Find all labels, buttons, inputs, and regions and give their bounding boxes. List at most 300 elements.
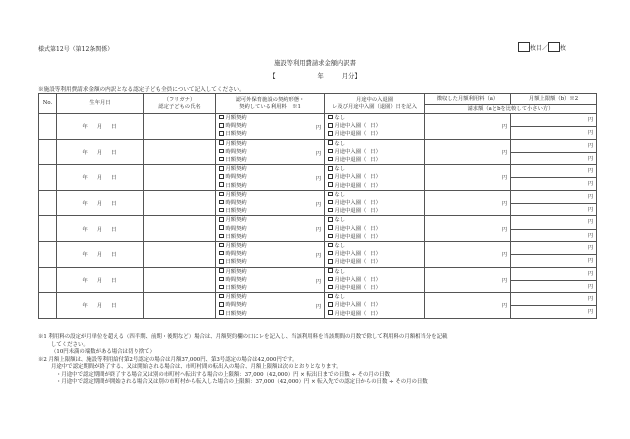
checkbox-icon[interactable] xyxy=(328,268,333,273)
footnotes xyxy=(38,334,598,387)
contract-option-label: 日額契約 xyxy=(225,310,247,317)
entry-none-option[interactable] xyxy=(325,165,424,173)
entry-mid-exit-label: 月途中退園（ xyxy=(334,208,367,215)
entry-day-close: 日） xyxy=(370,199,381,206)
entry-none-label: なし xyxy=(334,140,346,147)
child-name-cell[interactable] xyxy=(144,114,216,140)
amount-a-cell[interactable] xyxy=(425,165,511,191)
checkbox-icon[interactable] xyxy=(219,277,224,282)
table-row xyxy=(39,190,597,216)
checkbox-icon[interactable] xyxy=(328,174,333,179)
amount-a-cell[interactable] xyxy=(425,267,511,293)
amount-a-yen: 円 xyxy=(501,175,507,182)
amount-b-field[interactable] xyxy=(511,114,596,126)
dob-day-label: 日 xyxy=(111,201,118,208)
child-name-cell[interactable] xyxy=(144,241,216,267)
entry-mid-entry-label: 月途中入園（ xyxy=(334,302,367,309)
table-row xyxy=(39,293,597,319)
checkbox-icon[interactable] xyxy=(219,285,224,290)
entry-none-option[interactable] xyxy=(325,140,424,148)
entry-cell xyxy=(325,267,425,293)
amount-b-cell xyxy=(511,139,597,165)
amount-b-yen: 円 xyxy=(587,244,593,251)
entry-cell xyxy=(325,216,425,242)
checkbox-icon[interactable] xyxy=(328,251,333,256)
entry-cell xyxy=(325,293,425,319)
page-current-box[interactable] xyxy=(518,42,530,52)
contract-option-label: 日額契約 xyxy=(225,259,247,266)
contract-option-label: 日額契約 xyxy=(225,233,247,240)
row-no-cell[interactable] xyxy=(39,165,57,191)
contract-option[interactable] xyxy=(216,310,324,318)
contract-option[interactable] xyxy=(216,199,324,207)
entry-mid-entry-option[interactable] xyxy=(325,250,424,258)
entry-none-option[interactable] xyxy=(325,293,424,301)
contract-option-label: 月額契約 xyxy=(225,115,247,122)
footnote-2-line4: ・月途中で認定期間が開始される場合又は別の市町村から転入した場合の上限額：37,000（42,000）円 × 転入先での認定日からの日数 ÷ その月の日数 xyxy=(56,379,428,385)
contract-option-label: 日額契約 xyxy=(225,182,247,189)
dob-year-label: 年 xyxy=(82,201,89,208)
amount-b-field[interactable] xyxy=(511,191,596,203)
amount-b-field[interactable] xyxy=(511,293,596,305)
contract-option-label: 時間契約 xyxy=(225,199,247,206)
dob-month-label: 月 xyxy=(96,201,104,208)
table-row xyxy=(39,216,597,242)
amount-a-yen: 円 xyxy=(501,226,507,233)
contract-cell xyxy=(216,139,325,165)
dob-month-label: 月 xyxy=(96,226,104,233)
contract-option-label: 時間契約 xyxy=(225,174,247,181)
entry-mid-exit-label: 月途中退園（ xyxy=(334,131,367,138)
amount-b-field[interactable] xyxy=(511,242,596,254)
header-amount-a: 徴収した月額利用料（a） xyxy=(425,94,511,105)
entry-mid-entry-label: 月途中入園（ xyxy=(334,123,367,130)
checkbox-icon[interactable] xyxy=(328,131,333,136)
checkbox-icon[interactable] xyxy=(219,268,224,273)
contract-option[interactable] xyxy=(216,182,324,190)
contract-option[interactable] xyxy=(216,130,324,138)
dob-day-label: 日 xyxy=(111,124,118,131)
amount-b-yen: 円 xyxy=(587,168,593,175)
entry-mid-exit-option[interactable] xyxy=(325,233,424,241)
checkbox-icon[interactable] xyxy=(219,251,224,256)
checkbox-icon[interactable] xyxy=(328,149,333,154)
checkbox-icon[interactable] xyxy=(328,310,333,315)
contract-fee-yen: 円 xyxy=(315,252,321,259)
amount-b-yen: 円 xyxy=(587,270,593,277)
amount-b-cell xyxy=(511,165,597,191)
footnote-1-line1: ※1 利用料の設定が月単位を超える（四半期、前期・後期など）場合は、月額契約欄の口にレを記入し、当該利用料を当該期間の月数で除して利用料の月額相当分を記載 xyxy=(38,334,448,340)
contract-fee-yen: 円 xyxy=(315,304,321,311)
amount-a-yen: 円 xyxy=(501,124,507,131)
checkbox-icon[interactable] xyxy=(219,208,224,213)
amount-a-cell[interactable] xyxy=(425,190,511,216)
contract-option-label: 日額契約 xyxy=(225,208,247,215)
dob-year-label: 年 xyxy=(82,252,89,259)
checkbox-icon[interactable] xyxy=(219,149,224,154)
child-name-cell[interactable] xyxy=(144,216,216,242)
entry-day-close: 日） xyxy=(370,276,381,283)
child-name-cell[interactable] xyxy=(144,165,216,191)
amount-b-yen: 円 xyxy=(587,142,593,149)
amount-b-yen: 円 xyxy=(587,219,593,226)
contract-fee-yen: 円 xyxy=(315,125,321,131)
checkbox-icon[interactable] xyxy=(328,243,333,248)
billing-period xyxy=(0,71,630,80)
header-amount-b: 月額上限額（b）※2 xyxy=(511,94,597,105)
contract-option[interactable] xyxy=(216,165,324,173)
header-name-label: 認定子どもの氏名 xyxy=(158,103,201,110)
claim-amount-yen: 円 xyxy=(587,130,593,137)
entry-mid-exit-label: 月途中退園（ xyxy=(334,156,367,163)
dob-month-label: 月 xyxy=(96,124,104,131)
row-no-cell[interactable] xyxy=(39,293,57,319)
entry-day-close: 日） xyxy=(370,284,381,291)
header-claim: 請求額（aとbを比較して小さい方） xyxy=(425,105,597,114)
checkbox-icon[interactable] xyxy=(328,294,333,299)
amount-a-cell[interactable] xyxy=(425,293,511,319)
claim-amount-yen: 円 xyxy=(587,283,593,290)
claim-amount-field[interactable] xyxy=(511,203,596,215)
dob-day-label: 日 xyxy=(111,149,118,156)
dob-year-label: 年 xyxy=(82,277,89,284)
contract-cell xyxy=(216,114,325,140)
period-year-label: 年 xyxy=(317,73,324,80)
entry-day-close: 日） xyxy=(370,251,381,258)
entry-day-close: 日） xyxy=(370,225,381,232)
checkbox-icon[interactable] xyxy=(219,166,224,171)
checkbox-icon[interactable] xyxy=(328,182,333,187)
checkbox-icon[interactable] xyxy=(219,131,224,136)
entry-day-close: 日） xyxy=(370,233,381,240)
entry-mid-entry-option[interactable] xyxy=(325,301,424,309)
page-total-label: 枚 xyxy=(560,44,567,52)
contract-option-label: 時間契約 xyxy=(225,251,247,258)
checkbox-icon[interactable] xyxy=(219,200,224,205)
checkbox-icon[interactable] xyxy=(219,182,224,187)
table-row xyxy=(39,139,597,165)
header-contract-line2: 契約している利用料 ※1 xyxy=(239,103,301,110)
checkbox-icon[interactable] xyxy=(328,225,333,230)
contract-option[interactable] xyxy=(216,173,324,181)
entry-none-label: なし xyxy=(334,294,346,301)
amount-b-cell xyxy=(511,216,597,242)
checkbox-icon[interactable] xyxy=(328,234,333,239)
table-row xyxy=(39,114,597,140)
checkbox-icon[interactable] xyxy=(328,166,333,171)
checkbox-icon[interactable] xyxy=(328,302,333,307)
checkbox-icon[interactable] xyxy=(219,140,224,145)
checkbox-icon[interactable] xyxy=(219,294,224,299)
entry-mid-entry-option[interactable] xyxy=(325,276,424,284)
claim-amount-yen: 円 xyxy=(587,207,593,214)
contract-cell xyxy=(216,190,325,216)
child-name-cell[interactable] xyxy=(144,190,216,216)
amount-a-cell[interactable] xyxy=(425,139,511,165)
checkbox-icon[interactable] xyxy=(328,157,333,162)
entry-mid-exit-option[interactable] xyxy=(325,130,424,138)
dob-cell[interactable] xyxy=(57,241,144,267)
claim-amount-field[interactable] xyxy=(511,126,596,138)
claim-amount-field[interactable] xyxy=(511,152,596,164)
amount-a-cell[interactable] xyxy=(425,216,511,242)
amount-b-yen: 円 xyxy=(587,296,593,303)
dob-year-label: 年 xyxy=(82,149,89,156)
amount-a-yen: 円 xyxy=(501,303,507,310)
contract-cell xyxy=(216,165,325,191)
child-name-cell[interactable] xyxy=(144,267,216,293)
child-name-cell[interactable] xyxy=(144,139,216,165)
entry-none-option[interactable] xyxy=(325,114,424,122)
entry-day-close: 日） xyxy=(370,156,381,163)
contract-option[interactable] xyxy=(216,216,324,224)
entry-mid-entry-label: 月途中入園（ xyxy=(334,276,367,283)
contract-option[interactable] xyxy=(216,258,324,266)
checkbox-icon[interactable] xyxy=(328,200,333,205)
entry-none-option[interactable] xyxy=(325,242,424,250)
checkbox-icon[interactable] xyxy=(219,123,224,128)
document-title: 施設等利用費請求金額内訳書 xyxy=(274,60,356,67)
entry-mid-entry-option[interactable] xyxy=(325,199,424,207)
amount-a-cell[interactable] xyxy=(425,114,511,140)
contract-option[interactable] xyxy=(216,293,324,301)
row-no-cell[interactable] xyxy=(39,139,57,165)
header-no: No. xyxy=(39,94,57,114)
entry-mid-exit-label: 月途中退園（ xyxy=(334,310,367,317)
claim-amount-field[interactable] xyxy=(511,305,596,317)
page-total-box[interactable] xyxy=(548,42,560,52)
page-counter xyxy=(518,42,566,52)
row-no-cell[interactable] xyxy=(39,241,57,267)
form-number: 様式第12号（第12条関係） xyxy=(38,46,114,53)
amount-b-yen: 円 xyxy=(587,117,593,123)
entry-mid-entry-option[interactable] xyxy=(325,122,424,130)
entry-none-label: なし xyxy=(334,217,346,224)
contract-option[interactable] xyxy=(216,156,324,164)
amount-b-field[interactable] xyxy=(511,216,596,228)
dob-cell[interactable] xyxy=(57,114,144,140)
dob-cell[interactable] xyxy=(57,190,144,216)
claim-amount-yen: 円 xyxy=(587,309,593,316)
checkbox-icon[interactable] xyxy=(219,234,224,239)
checkbox-icon[interactable] xyxy=(328,123,333,128)
contract-option[interactable] xyxy=(216,233,324,241)
contract-fee-yen: 円 xyxy=(315,150,321,157)
checkbox-icon[interactable] xyxy=(328,115,333,120)
entry-day-close: 日） xyxy=(370,131,381,138)
entry-none-label: なし xyxy=(334,191,346,198)
contract-option-label: 日額契約 xyxy=(225,284,247,291)
header-name xyxy=(144,94,216,114)
entry-none-label: なし xyxy=(334,115,346,122)
checkbox-icon[interactable] xyxy=(328,192,333,197)
row-no-cell[interactable] xyxy=(39,267,57,293)
claim-amount-yen: 円 xyxy=(587,258,593,265)
checkbox-icon[interactable] xyxy=(328,285,333,290)
entry-cell xyxy=(325,114,425,140)
contract-option[interactable] xyxy=(216,301,324,309)
entry-cell xyxy=(325,165,425,191)
entry-mid-entry-option[interactable] xyxy=(325,225,424,233)
checkbox-icon[interactable] xyxy=(328,277,333,282)
breakdown-table xyxy=(38,93,597,319)
contract-option[interactable] xyxy=(216,250,324,258)
header-name-kana: （フリガナ） xyxy=(163,96,196,103)
claim-amount-yen: 円 xyxy=(587,155,593,162)
table-row xyxy=(39,267,597,293)
entry-cell xyxy=(325,139,425,165)
checkbox-icon[interactable] xyxy=(328,217,333,222)
claim-amount-field[interactable] xyxy=(511,280,596,292)
contract-option-label: 月額契約 xyxy=(225,166,247,173)
dob-cell[interactable] xyxy=(57,139,144,165)
period-month-label: 月分】 xyxy=(341,73,361,80)
entry-mid-entry-label: 月途中入園（ xyxy=(334,251,367,258)
entry-mid-exit-option[interactable] xyxy=(325,156,424,164)
amount-b-cell xyxy=(511,190,597,216)
claim-amount-field[interactable] xyxy=(511,229,596,241)
dob-year-label: 年 xyxy=(82,124,89,131)
checkbox-icon[interactable] xyxy=(219,115,224,120)
entry-mid-entry-option[interactable] xyxy=(325,148,424,156)
entry-mid-entry-label: 月途中入園（ xyxy=(334,199,367,206)
contract-option[interactable] xyxy=(216,207,324,215)
amount-a-yen: 円 xyxy=(501,201,507,208)
entry-day-close: 日） xyxy=(370,208,381,215)
contract-option-label: 月額契約 xyxy=(225,242,247,249)
entry-mid-entry-label: 月途中入園（ xyxy=(334,225,367,232)
header-contract-line1: 認可外保育施設の契約形態・ xyxy=(235,96,305,103)
amount-b-field[interactable] xyxy=(511,165,596,177)
entry-mid-exit-option[interactable] xyxy=(325,258,424,266)
contract-option-label: 時間契約 xyxy=(225,148,247,155)
checkbox-icon[interactable] xyxy=(219,192,224,197)
contract-option[interactable] xyxy=(216,268,324,276)
contract-option[interactable] xyxy=(216,225,324,233)
contract-option[interactable] xyxy=(216,191,324,199)
contract-option[interactable] xyxy=(216,140,324,148)
entry-none-option[interactable] xyxy=(325,268,424,276)
amount-b-cell xyxy=(511,267,597,293)
entry-mid-entry-option[interactable] xyxy=(325,173,424,181)
checkbox-icon[interactable] xyxy=(328,208,333,213)
entry-none-label: なし xyxy=(334,268,346,275)
checkbox-icon[interactable] xyxy=(219,157,224,162)
contract-option[interactable] xyxy=(216,114,324,122)
claim-amount-yen: 円 xyxy=(587,232,593,239)
dob-cell[interactable] xyxy=(57,293,144,319)
checkbox-icon[interactable] xyxy=(219,225,224,230)
header-entry-line1: 月途中の入退園 xyxy=(355,96,394,103)
row-no-cell[interactable] xyxy=(39,190,57,216)
contract-fee-yen: 円 xyxy=(315,278,321,285)
dob-day-label: 日 xyxy=(111,252,118,259)
checkbox-icon[interactable] xyxy=(328,140,333,145)
intro-note: ※施設等利用費請求金額の内訳となる認定子ども全員について記入してください。 xyxy=(38,87,245,93)
entry-none-option[interactable] xyxy=(325,191,424,199)
dob-day-label: 日 xyxy=(111,226,118,233)
checkbox-icon[interactable] xyxy=(328,259,333,264)
contract-option[interactable] xyxy=(216,148,324,156)
dob-cell[interactable] xyxy=(57,165,144,191)
contract-option[interactable] xyxy=(216,122,324,130)
entry-mid-exit-option[interactable] xyxy=(325,284,424,292)
dob-year-label: 年 xyxy=(82,303,89,310)
contract-fee-yen: 円 xyxy=(315,176,321,183)
amount-a-cell[interactable] xyxy=(425,241,511,267)
entry-mid-exit-option[interactable] xyxy=(325,182,424,190)
amount-b-field[interactable] xyxy=(511,268,596,280)
claim-amount-field[interactable] xyxy=(511,177,596,189)
contract-option-label: 日額契約 xyxy=(225,156,247,163)
checkbox-icon[interactable] xyxy=(219,243,224,248)
entry-none-label: なし xyxy=(334,166,346,173)
amount-b-cell xyxy=(511,293,597,319)
dob-cell[interactable] xyxy=(57,216,144,242)
contract-option[interactable] xyxy=(216,242,324,250)
entry-mid-exit-option[interactable] xyxy=(325,207,424,215)
checkbox-icon[interactable] xyxy=(219,174,224,179)
amount-b-field[interactable] xyxy=(511,140,596,152)
entry-cell xyxy=(325,241,425,267)
amount-a-yen: 円 xyxy=(501,252,507,259)
entry-day-close: 日） xyxy=(370,302,381,309)
entry-mid-exit-label: 月途中退園（ xyxy=(334,233,367,240)
amount-b-cell xyxy=(511,241,597,267)
contract-cell xyxy=(216,293,325,319)
footnote-1-line3: （10円未満の端数がある場合は切り捨て） xyxy=(51,349,155,355)
dob-day-label: 日 xyxy=(111,277,118,284)
dob-month-label: 月 xyxy=(96,277,104,284)
claim-amount-field[interactable] xyxy=(511,254,596,266)
claim-amount-yen: 円 xyxy=(587,181,593,188)
checkbox-icon[interactable] xyxy=(219,302,224,307)
footnote-2-line3: ・月途中で認定期間が終了する場合又は別の市町村へ転出する場合の上限額：37,000（42,000）円 × 転出日までの日数 ÷ その月の日数 xyxy=(56,371,390,378)
checkbox-icon[interactable] xyxy=(219,310,224,315)
child-name-cell[interactable] xyxy=(144,293,216,319)
contract-option[interactable] xyxy=(216,276,324,284)
dob-cell[interactable] xyxy=(57,267,144,293)
entry-none-option[interactable] xyxy=(325,216,424,224)
row-no-cell[interactable] xyxy=(39,114,57,140)
amount-b-cell xyxy=(511,114,597,140)
amount-b-yen: 円 xyxy=(587,193,593,200)
entry-mid-exit-label: 月途中退園（ xyxy=(334,182,367,189)
dob-month-label: 月 xyxy=(96,149,104,156)
contract-option-label: 月額契約 xyxy=(225,140,247,147)
checkbox-icon[interactable] xyxy=(219,259,224,264)
header-entry xyxy=(325,94,425,114)
period-open-bracket: 【 xyxy=(269,73,276,80)
dob-month-label: 月 xyxy=(96,252,104,259)
contract-cell xyxy=(216,216,325,242)
entry-day-close: 日） xyxy=(370,148,381,155)
entry-mid-entry-label: 月途中入園（ xyxy=(334,148,367,155)
contract-option[interactable] xyxy=(216,284,324,292)
entry-day-close: 日） xyxy=(370,123,381,130)
checkbox-icon[interactable] xyxy=(219,217,224,222)
footnote-2-line2: 月途中で認定期間が終了する、又は開始される場合は、市町村間の転出入の場合、月額上限額は次のとおりとなります。 xyxy=(51,364,342,370)
contract-cell xyxy=(216,267,325,293)
dob-day-label: 日 xyxy=(111,175,118,182)
entry-mid-exit-option[interactable] xyxy=(325,310,424,318)
page-of-label: 枚目／ xyxy=(530,44,549,52)
header-dob: 生年月日 xyxy=(57,94,144,114)
contract-option-label: 時間契約 xyxy=(225,225,247,232)
entry-mid-exit-label: 月途中退園（ xyxy=(334,259,367,266)
table-row xyxy=(39,165,597,191)
row-no-cell[interactable] xyxy=(39,216,57,242)
